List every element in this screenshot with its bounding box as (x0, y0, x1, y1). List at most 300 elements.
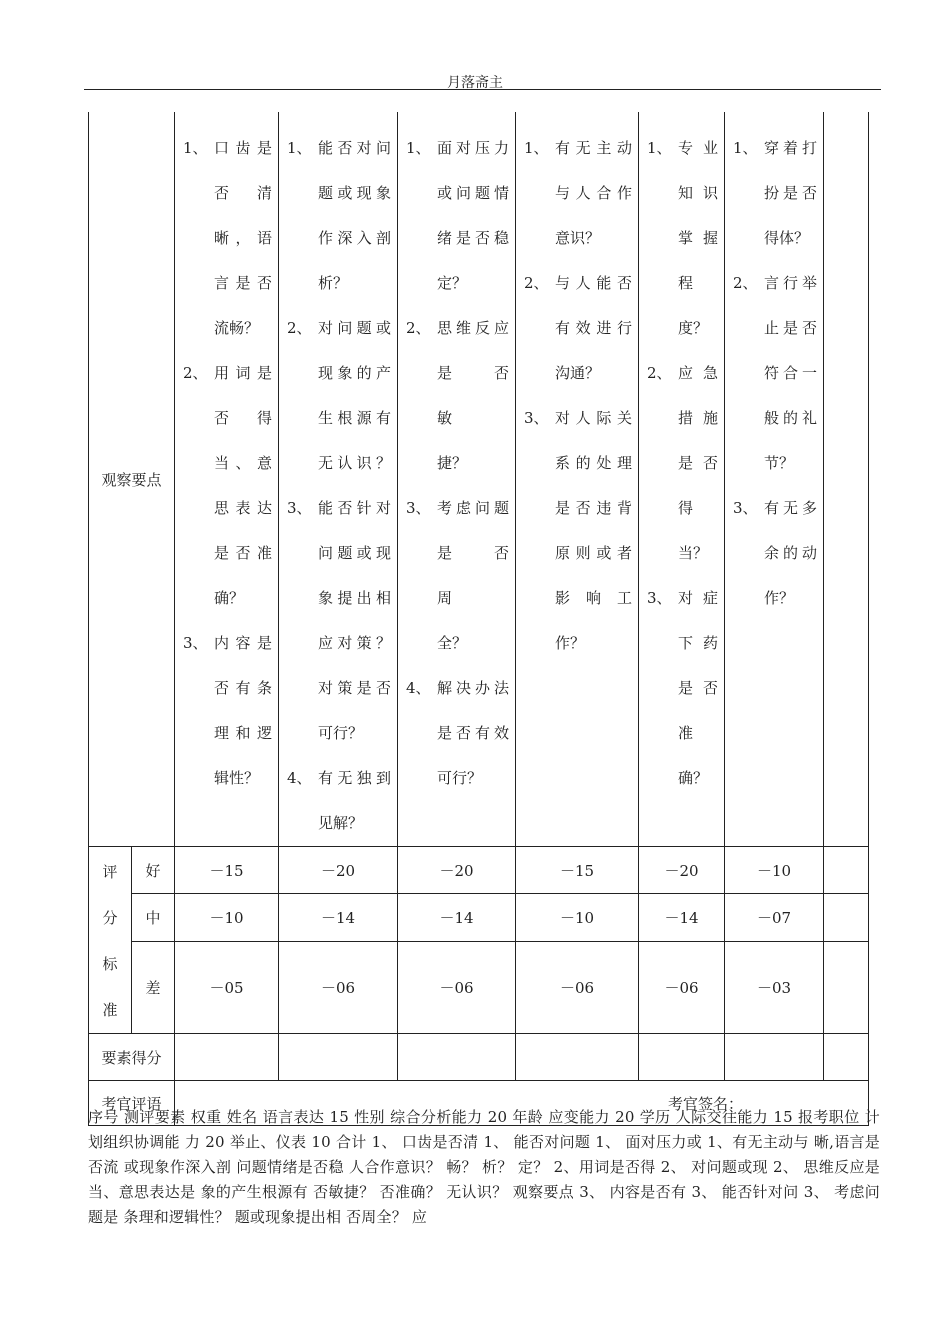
score-cell: －10 (516, 894, 639, 941)
observe-line (647, 531, 718, 576)
observe-text: 止是否 (764, 319, 817, 337)
item-number: 1、 (647, 139, 672, 157)
item-number (733, 171, 764, 216)
observe-text: 口齿是 (214, 139, 272, 157)
page-header: 月落斋主 (447, 75, 503, 91)
score-row-poor (89, 941, 869, 1033)
observe-col-4 (516, 112, 639, 847)
observe-text: 扮是否 (764, 184, 817, 202)
observe-line (287, 171, 391, 216)
item-number (287, 576, 318, 621)
observe-text: 当？ (678, 544, 709, 562)
observe-line (287, 621, 391, 666)
evaluation-table (88, 112, 869, 1126)
item-number (524, 306, 555, 351)
item-number (647, 756, 678, 801)
blank-cell (824, 847, 869, 894)
item-number (647, 531, 678, 576)
element-score-label: 要素得分 (89, 1034, 175, 1081)
level-label: 差 (132, 941, 175, 1033)
observe-line (183, 756, 272, 801)
observe-line (406, 306, 509, 351)
observe-text: 用词是 (214, 364, 272, 382)
observe-line (287, 801, 391, 846)
observe-col-1 (175, 112, 279, 847)
item-number: 2、 (406, 319, 431, 337)
observe-text: 思维反应 (437, 319, 509, 337)
comment-label: 考官评语 (89, 1081, 175, 1126)
observe-text: 意识？ (555, 229, 601, 247)
item-number (524, 621, 555, 666)
item-number (183, 216, 214, 261)
score-cell: －06 (639, 941, 725, 1033)
observe-text: 辑性？ (214, 769, 260, 787)
observe-line (647, 396, 718, 441)
item-number (287, 351, 318, 396)
item-number (287, 396, 318, 441)
item-number: 2、 (287, 319, 312, 337)
observe-text: 确？ (678, 769, 709, 787)
observe-line (647, 486, 718, 531)
item-number (733, 351, 764, 396)
observe-line (647, 351, 718, 396)
observe-col-3 (398, 112, 525, 847)
observe-text: 是否 (678, 454, 718, 472)
signature-label: 考官签名： (667, 1094, 743, 1113)
observe-line (524, 126, 632, 171)
element-score-cell[interactable] (279, 1034, 398, 1081)
item-number (733, 441, 764, 486)
item-number (647, 441, 678, 486)
item-number (647, 306, 678, 351)
score-cell: －10 (725, 847, 824, 894)
observe-text: 当、意 (214, 454, 272, 472)
observe-line (287, 531, 391, 576)
item-number: 3、 (647, 589, 672, 607)
observe-text: 或问题情 (437, 184, 509, 202)
item-number (183, 171, 214, 216)
observe-line (524, 396, 632, 441)
observe-text: 言是否 (214, 274, 272, 292)
observe-text: 可行？ (318, 724, 364, 742)
item-number (647, 171, 678, 216)
observe-line (733, 441, 817, 486)
observe-line (183, 216, 272, 261)
observe-text: 有效进行 (555, 319, 632, 337)
item-number: 2、 (647, 364, 672, 382)
level-label: 好 (132, 847, 175, 894)
observe-line (524, 351, 632, 396)
observe-line (406, 441, 509, 486)
item-number (287, 621, 318, 666)
observe-text: 是否有效 (437, 724, 509, 742)
observe-line (287, 486, 391, 531)
observe-line (287, 126, 391, 171)
observe-line (183, 666, 272, 711)
score-row-good (89, 847, 869, 894)
observe-text: 与人合作 (555, 184, 632, 202)
item-number: 1、 (287, 139, 312, 157)
observe-text: 准 (678, 724, 694, 742)
observe-text: 应急 (678, 364, 718, 382)
observe-col-2 (279, 112, 398, 847)
observe-text: 原则或者 (555, 544, 632, 562)
observe-line (733, 306, 817, 351)
score-cell: －20 (639, 847, 725, 894)
observe-line (647, 171, 718, 216)
score-cell: －10 (175, 894, 279, 941)
observe-text: 象提出相 (318, 589, 391, 607)
observe-text: 考虑问题 (437, 499, 509, 517)
observe-line (183, 396, 272, 441)
observe-line (647, 576, 718, 621)
score-label-char: 准 (102, 1001, 118, 1019)
observe-text: 是否 (678, 679, 718, 697)
item-number: 2、 (183, 364, 208, 382)
observe-line (183, 351, 272, 396)
item-number (733, 216, 764, 261)
item-number (183, 711, 214, 756)
observe-line (647, 621, 718, 666)
item-number (183, 666, 214, 711)
observe-line (647, 666, 718, 711)
score-standard-label (89, 847, 132, 1034)
observe-text: 析？ (318, 274, 349, 292)
observe-line (406, 351, 525, 441)
item-number (406, 171, 437, 216)
observe-text: 与人能否 (555, 274, 632, 292)
item-number (524, 216, 555, 261)
observe-line (647, 126, 718, 171)
item-number (287, 261, 318, 306)
item-number (183, 756, 214, 801)
item-number: 2、 (733, 274, 758, 292)
observe-text: 是 否 周 (437, 544, 525, 607)
item-number (647, 711, 678, 756)
item-number: 2、 (524, 274, 549, 292)
item-number (647, 261, 678, 306)
header-rule (84, 89, 881, 90)
observe-line (647, 306, 718, 351)
score-cell: －03 (725, 941, 824, 1033)
observe-text: 思表达 (214, 499, 272, 517)
element-score-cell[interactable] (398, 1034, 516, 1081)
item-number (406, 711, 437, 756)
observe-text: 内容是 (214, 634, 272, 652)
item-number: 4、 (287, 769, 312, 787)
item-number (647, 216, 678, 261)
item-number (183, 576, 214, 621)
score-cell: －14 (639, 894, 725, 941)
observe-text: 知识 (678, 184, 718, 202)
item-number (406, 441, 437, 486)
observe-text: 题或现象 (318, 184, 391, 202)
observe-line (183, 261, 272, 306)
observe-text: 是否违背 (555, 499, 632, 517)
observe-line (183, 711, 272, 756)
observe-text: 是 否 敏 (437, 364, 525, 427)
observe-line (406, 216, 509, 261)
observe-text: 绪是否稳 (437, 229, 509, 247)
observe-text: 见解？ (318, 814, 364, 832)
observe-text: 对问题或 (318, 319, 391, 337)
observe-text: 沟通？ (555, 364, 601, 382)
observe-text: 对人际关 (555, 409, 632, 427)
observe-text: 捷？ (437, 454, 468, 472)
observe-line (183, 126, 272, 171)
item-number (287, 801, 318, 846)
item-number (647, 396, 678, 441)
observe-text: 有无主动 (555, 139, 632, 157)
observe-line (733, 351, 817, 396)
observe-text: 度？ (678, 319, 709, 337)
blank-cell (824, 941, 869, 1033)
observe-line (524, 171, 632, 216)
score-cell: －20 (398, 847, 516, 894)
observe-text: 生根源有 (318, 409, 391, 427)
observe-text: 符合一 (764, 364, 817, 382)
observe-text: 节？ (764, 454, 795, 472)
observe-line (183, 621, 272, 666)
item-number (524, 576, 555, 621)
observe-line (406, 756, 509, 801)
item-number (406, 351, 437, 441)
observe-line (183, 306, 272, 351)
observe-line (647, 756, 718, 801)
observe-col-6 (725, 112, 824, 847)
item-number: 3、 (733, 499, 758, 517)
blank-cell (824, 1034, 869, 1081)
item-number: 4、 (406, 679, 431, 697)
observe-text: 解决办法 (437, 679, 509, 697)
observe-line (733, 486, 817, 531)
item-number (287, 711, 318, 756)
observe-line (287, 216, 391, 261)
observe-line (287, 576, 391, 621)
observe-text: 言行举 (764, 274, 817, 292)
observe-text: 能否针对 (318, 499, 391, 517)
observe-text: 下药 (678, 634, 718, 652)
score-cell: －06 (398, 941, 516, 1033)
observe-line (287, 666, 391, 711)
observe-line (733, 261, 817, 306)
observe-text: 措施 (678, 409, 718, 427)
item-number (287, 531, 318, 576)
observe-text: 影 响 工 (555, 589, 632, 607)
observe-line (733, 576, 817, 621)
score-label-char: 分 (102, 909, 118, 927)
item-number (524, 486, 555, 531)
item-number: 1、 (733, 139, 758, 157)
observe-line (647, 261, 718, 306)
item-number (733, 306, 764, 351)
item-number (406, 621, 437, 666)
observe-text: 有无独到 (318, 769, 391, 787)
observe-text: 面对压力 (437, 139, 509, 157)
observe-line (733, 216, 817, 261)
score-cell: －06 (516, 941, 639, 1033)
observe-text: 全？ (437, 634, 468, 652)
observe-line (287, 441, 391, 486)
observe-text: 对策是否 (318, 679, 391, 697)
observe-text: 否 清 (214, 184, 272, 202)
observe-col-5 (639, 112, 725, 847)
observe-line (287, 261, 391, 306)
item-number (183, 441, 214, 486)
observe-line (183, 441, 272, 486)
observe-line (524, 306, 632, 351)
element-score-cell[interactable] (725, 1034, 824, 1081)
observe-text: 余的动 (764, 544, 817, 562)
observe-line (183, 171, 272, 216)
observe-line (524, 486, 632, 531)
score-row-medium (89, 894, 869, 941)
observe-text: 系的处理 (555, 454, 632, 472)
element-score-cell[interactable] (516, 1034, 639, 1081)
observe-line (733, 126, 817, 171)
observe-line (406, 666, 509, 711)
item-number (733, 576, 764, 621)
observe-line (406, 126, 509, 171)
score-cell: －05 (175, 941, 279, 1033)
observe-line (733, 396, 817, 441)
score-cell: －14 (398, 894, 516, 941)
observe-line (183, 576, 272, 621)
observation-row (89, 112, 869, 847)
score-cell: －14 (279, 894, 398, 941)
observe-text: 掌握 (678, 229, 718, 247)
item-number (647, 666, 678, 711)
item-number (287, 441, 318, 486)
item-number (183, 486, 214, 531)
level-label: 中 (132, 894, 175, 941)
observe-text: 能否对问 (318, 139, 391, 157)
score-cell: －15 (175, 847, 279, 894)
observe-line (406, 621, 509, 666)
item-number (524, 531, 555, 576)
item-number (287, 171, 318, 216)
item-number (733, 396, 764, 441)
observe-text: 现象的产 (318, 364, 391, 382)
score-cell: －15 (516, 847, 639, 894)
observe-text: 问题或现 (318, 544, 391, 562)
score-cell: －20 (279, 847, 398, 894)
observe-text: 可行？ (437, 769, 483, 787)
item-number (733, 531, 764, 576)
item-number (524, 351, 555, 396)
item-number: 3、 (287, 499, 312, 517)
observe-text: 否 得 (214, 409, 272, 427)
observe-label: 观察要点 (89, 112, 175, 847)
item-number (183, 306, 214, 351)
item-number: 1、 (406, 139, 431, 157)
item-number (287, 666, 318, 711)
observe-line (406, 261, 509, 306)
observe-line (406, 711, 509, 756)
observe-text: 否有条 (214, 679, 272, 697)
observe-text: 确？ (214, 589, 245, 607)
observe-text: 应对策？ (318, 634, 391, 652)
item-number (406, 261, 437, 306)
observe-line (287, 306, 391, 351)
item-number: 3、 (406, 499, 431, 517)
observe-line (183, 486, 272, 531)
observe-text: 晰，语 (214, 229, 272, 247)
observe-line (733, 531, 817, 576)
observe-line (647, 441, 718, 486)
element-score-cell[interactable] (639, 1034, 725, 1081)
observe-text: 有无多 (764, 499, 817, 517)
score-cell: －06 (279, 941, 398, 1033)
observe-line (524, 441, 632, 486)
observe-line (287, 351, 391, 396)
item-number (287, 216, 318, 261)
element-score-cell[interactable] (175, 1034, 279, 1081)
observe-text: 流畅？ (214, 319, 260, 337)
observe-line (406, 486, 509, 531)
observe-text: 专业 (678, 139, 718, 157)
observe-text: 得 (678, 499, 694, 517)
observe-text: 无认识？ (318, 454, 391, 472)
observe-line (524, 261, 632, 306)
observe-text: 程 (678, 274, 694, 292)
item-number: 1、 (524, 139, 549, 157)
blank-cell (824, 112, 869, 847)
item-number (406, 531, 437, 621)
observe-line (287, 711, 391, 756)
observe-line (287, 396, 391, 441)
score-label-char: 评 (102, 863, 118, 881)
item-number (183, 531, 214, 576)
observe-text: 是否准 (214, 544, 272, 562)
item-number (524, 171, 555, 216)
item-number (406, 756, 437, 801)
observe-text: 般的礼 (764, 409, 817, 427)
score-cell: －07 (725, 894, 824, 941)
observe-text: 作深入剖 (318, 229, 391, 247)
item-number (647, 486, 678, 531)
observe-line (183, 531, 272, 576)
observe-text: 理和逻 (214, 724, 272, 742)
element-score-row (89, 1034, 869, 1081)
observe-text: 定？ (437, 274, 468, 292)
observe-text: 作？ (764, 589, 795, 607)
observe-text: 穿着打 (764, 139, 817, 157)
observe-line (524, 621, 632, 666)
item-number (524, 441, 555, 486)
item-number (183, 261, 214, 306)
observe-text: 作？ (555, 634, 586, 652)
item-number (406, 216, 437, 261)
observe-line (287, 756, 391, 801)
observe-line (524, 216, 632, 261)
footer-text: 序号 测评要素 权重 姓名 语言表达 15 性别 综合分析能力 20 年龄 应变能力 20 学历 人际交往能力 15 报考职位 计划组织协调能 力 20 举止、仪表 10 合计 1、 口齿是否清 1、 能否对问题 1、 面对压力或 1、有无主动与 晰,语言是否流 或现象作深入剖 问题情绪是否稳 人合作意识？ 畅？ 析？ 定？ 2、用词是否得 2、 对问题或现 2、 思维反应是 当、意思表达是 象的产生根源有 否敏捷？ 否准确？ 无认识？ 观察要点 3、 内容是否有 3、 能否针对问 3、 考虑问题是 条理和逻辑性？ 题或现象提出相 否周全？ 应 (88, 1108, 880, 1226)
item-number: 3、 (183, 634, 208, 652)
observe-text: 对症 (678, 589, 718, 607)
observe-line (524, 531, 632, 576)
observe-line (406, 171, 509, 216)
item-number (647, 621, 678, 666)
observe-line (406, 531, 525, 621)
observe-line (524, 576, 632, 621)
item-number (183, 396, 214, 441)
observe-line (647, 216, 718, 261)
item-number: 1、 (183, 139, 208, 157)
score-label-char: 标 (102, 955, 118, 973)
observe-line (647, 711, 718, 756)
item-number: 3、 (524, 409, 549, 427)
blank-cell (824, 894, 869, 941)
